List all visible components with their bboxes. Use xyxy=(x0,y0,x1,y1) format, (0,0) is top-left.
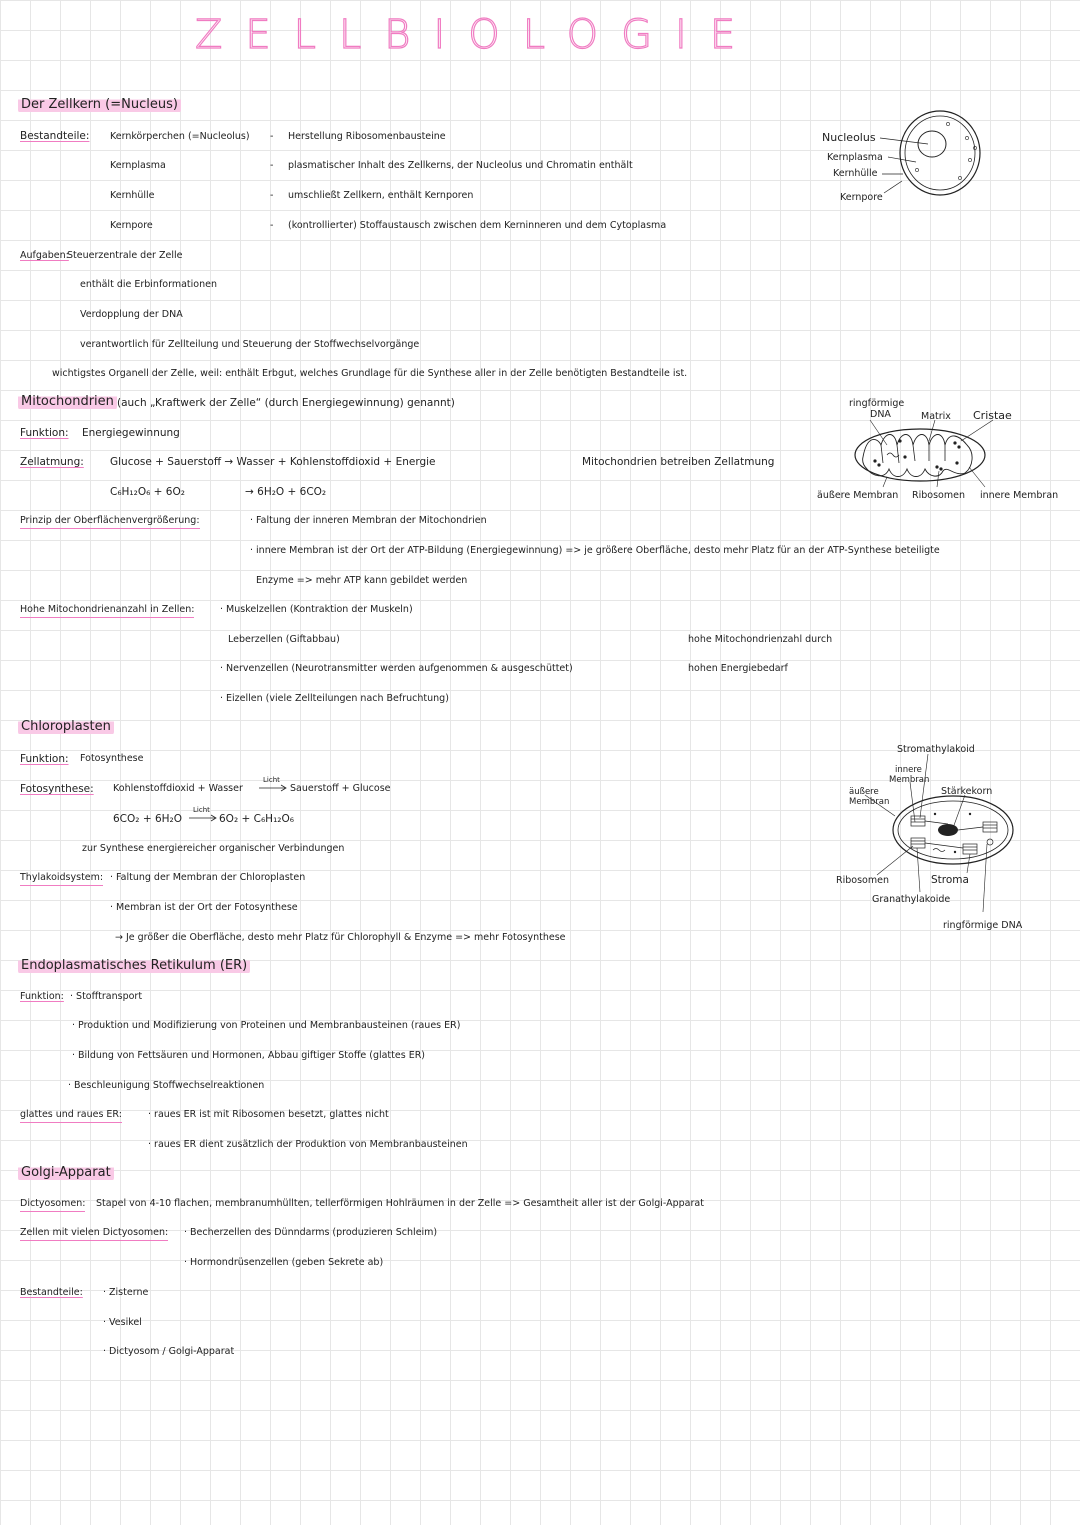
golgi-bestandteil: · Vesikel xyxy=(103,1317,142,1328)
chloro-label-staerkekorn: Stärkekorn xyxy=(941,786,993,797)
diagram-label-kernhuelle: Kernhülle xyxy=(833,168,878,179)
chloroplast-diagram xyxy=(835,740,1070,935)
mitochondrion-diagram xyxy=(815,395,1070,505)
nucleus-inner-membrane xyxy=(905,116,975,190)
mito-prinzip-line: · Faltung der inneren Membran der Mitochondrien xyxy=(250,515,487,526)
chloro-funktion: Fotosynthese xyxy=(80,753,144,764)
mito-label-cristae: Cristae xyxy=(973,409,1012,422)
chloro-eq-words-right: Sauerstoff + Glucose xyxy=(290,783,391,794)
mito-equation-formula-right: → 6H₂O + 6CO₂ xyxy=(245,486,327,498)
mito-hohe-item: · Muskelzellen (Kontraktion der Muskeln) xyxy=(220,604,413,615)
nucleus-item-desc: Herstellung Ribosomenbausteine xyxy=(288,131,446,142)
nucleus-aufgabe: verantwortlich für Zellteilung und Steuerung der Stoffwechselvorgänge xyxy=(80,339,420,350)
nucleus-item-desc: plasmatischer Inhalt des Zellkerns, der Nucleolus und Chromatin enthält xyxy=(288,160,633,171)
chloro-label-inner-membrane: innere xyxy=(895,765,922,775)
golgi-bestandteil: · Zisterne xyxy=(103,1287,149,1298)
dash: - xyxy=(270,190,274,201)
nucleus-item-name: Kernkörperchen (=Nucleolus) xyxy=(110,131,250,142)
nucleus-item-name: Kernhülle xyxy=(110,190,155,201)
mito-equation-words: Glucose + Sauerstoff → Wasser + Kohlenstoffdioxid + Energie xyxy=(110,456,436,468)
nucleus-item-name: Kernpore xyxy=(110,220,153,231)
golgi-zellen-item: · Hormondrüsenzellen (geben Sekrete ab) xyxy=(184,1257,384,1268)
staerkekorn-shape xyxy=(938,824,958,836)
mito-outer-membrane xyxy=(855,429,985,481)
chloro-label-outer-membrane: äußere xyxy=(849,787,879,797)
mito-label-inner-membrane: innere Membran xyxy=(980,490,1059,501)
nucleus-diagram xyxy=(820,108,990,208)
golgi-bestandteile-label: Bestandteile: xyxy=(20,1287,83,1298)
nucleus-aufgabe: Steuerzentrale der Zelle xyxy=(67,250,183,261)
chloro-eq-words-left: Kohlenstoffdioxid + Wasser xyxy=(113,783,243,794)
mito-label-outer-membrane: äußere Membran xyxy=(817,490,899,501)
chloro-heading: Chloroplasten xyxy=(18,719,114,735)
er-glatt-line: · raues ER dient zusätzlich der Produktion von Membranbausteinen xyxy=(148,1139,468,1150)
nucleus-item-name: Kernplasma xyxy=(110,160,166,171)
chloro-label-stroma: Stroma xyxy=(931,874,969,886)
diagram-label-nucleolus: Nucleolus xyxy=(822,131,876,144)
mito-hohe-label: Hohe Mitochondrienanzahl in Zellen: xyxy=(20,603,194,618)
mito-funktion: Energiegewinnung xyxy=(82,427,180,439)
nucleus-bestandteile-label: Bestandteile: xyxy=(20,130,90,142)
diagram-label-kernpore: Kernpore xyxy=(840,192,883,203)
mito-equation-formula-left: C₆H₁₂O₆ + 6O₂ xyxy=(110,486,185,498)
chloro-eq-formula-left: 6CO₂ + 6H₂O xyxy=(113,813,183,825)
chloro-thylakoid-label: Thylakoidsystem: xyxy=(20,871,103,886)
mito-prinzip-label: Prinzip der Oberflächenvergrößerung: xyxy=(20,514,200,529)
nucleus-aufgabe: enthält die Erbinformationen xyxy=(80,279,217,290)
nucleus-item-desc: umschließt Zellkern, enthält Kernporen xyxy=(288,190,474,201)
er-glatt-label: glattes und raues ER: xyxy=(20,1108,122,1123)
mito-hohe-note: hohe Mitochondrienzahl durch xyxy=(688,634,833,645)
er-item: · Produktion und Modifizierung von Proteinen und Membranbausteinen (raues ER) xyxy=(72,1020,461,1031)
mito-label-ring-dna: DNA xyxy=(870,409,891,420)
chloro-funktion-label: Funktion: xyxy=(20,753,69,765)
mito-heading-note: (auch „Kraftwerk der Zelle“ (durch Energiegewinnung) genannt) xyxy=(117,397,455,409)
mito-label-ribosomen: Ribosomen xyxy=(912,490,965,501)
golgi-zellen-label: Zellen mit vielen Dictyosomen: xyxy=(20,1226,168,1241)
light-arrow xyxy=(258,776,288,796)
mito-prinzip-line: · innere Membran ist der Ort der ATP-Bildung (Energiegewinnung) => je größere Oberfläche, desto mehr Platz für an der ATP-Synthese beteiligte xyxy=(250,545,940,556)
mito-hohe-item: Leberzellen (Giftabbau) xyxy=(228,634,340,645)
mito-note: Mitochondrien betreiben Zellatmung xyxy=(582,456,775,468)
chloro-synthese: zur Synthese energiereicher organischer Verbindungen xyxy=(82,843,345,854)
chloro-thylakoid-line: → Je größer die Oberfläche, desto mehr Platz für Chlorophyll & Enzyme => mehr Fotosynthese xyxy=(115,932,566,943)
chloro-fotosynthese-label: Fotosynthese: xyxy=(20,783,94,795)
mito-prinzip-line: Enzyme => mehr ATP kann gebildet werden xyxy=(256,575,468,586)
chloro-label-inner-membrane: Membran xyxy=(889,775,930,785)
dash: - xyxy=(270,131,274,142)
diagram-label-kernplasma: Kernplasma xyxy=(827,152,883,163)
er-item: · Beschleunigung Stoffwechselreaktionen xyxy=(68,1080,265,1091)
golgi-zellen-item: · Becherzellen des Dünndarms (produzieren Schleim) xyxy=(184,1227,438,1238)
golgi-dicty-label: Dictyosomen: xyxy=(20,1197,85,1212)
mito-label-matrix: Matrix xyxy=(921,411,951,422)
chloro-thylakoid-line: · Faltung der Membran der Chloroplasten xyxy=(110,872,306,883)
mito-inner-membrane xyxy=(863,435,972,477)
chloro-label-outer-membrane: Membran xyxy=(849,797,890,807)
chloro-eq-formula-right: 6O₂ + C₆H₁₂O₆ xyxy=(219,813,294,825)
nucleus-heading: Der Zellkern (=Nucleus) xyxy=(18,97,181,113)
nucleus-outer-membrane xyxy=(900,111,980,195)
golgi-bestandteil: · Dictyosom / Golgi-Apparat xyxy=(103,1346,235,1357)
chloro-label-ring-dna: ringförmige DNA xyxy=(943,920,1023,931)
page-title: ZELLBIOLOGIE xyxy=(195,12,759,58)
er-funktion: · Stofftransport xyxy=(70,991,143,1002)
chloro-label-ribosomen: Ribosomen xyxy=(836,875,889,886)
chloro-label-granathylakoide: Granathylakoide xyxy=(872,894,951,905)
nucleolus-shape xyxy=(918,131,946,157)
nucleus-aufgabe: Verdopplung der DNA xyxy=(80,309,183,320)
golgi-heading: Golgi-Apparat xyxy=(18,1165,114,1181)
er-heading: Endoplasmatisches Retikulum (ER) xyxy=(18,958,250,974)
er-glatt-line: · raues ER ist mit Ribosomen besetzt, glattes nicht xyxy=(148,1109,389,1120)
mito-hohe-note: hohen Energiebedarf xyxy=(688,663,788,674)
mito-heading: Mitochondrien xyxy=(18,394,117,410)
dash: - xyxy=(270,220,274,231)
light-arrow xyxy=(188,806,218,826)
grana-stacks xyxy=(911,816,997,854)
mito-hohe-item: · Eizellen (viele Zellteilungen nach Befruchtung) xyxy=(220,693,449,704)
nucleus-aufgaben-label: Aufgaben: xyxy=(20,250,69,261)
nucleus-item-desc: (kontrollierter) Stoffaustausch zwischen dem Kerninneren und dem Cytoplasma xyxy=(288,220,667,231)
light-label: Licht xyxy=(263,776,280,784)
chloro-label-stromathylakoid: Stromathylakoid xyxy=(897,744,975,755)
chloro-thylakoid-line: · Membran ist der Ort der Fotosynthese xyxy=(110,902,298,913)
er-item: · Bildung von Fettsäuren und Hormonen, Abbau giftiger Stoffe (glattes ER) xyxy=(72,1050,426,1061)
dash: - xyxy=(270,160,274,171)
mito-label-ring-dna: ringförmige xyxy=(849,398,905,409)
mito-hohe-item: · Nervenzellen (Neurotransmitter werden aufgenommen & ausgeschüttet) xyxy=(220,663,573,674)
mito-zellatmung-label: Zellatmung: xyxy=(20,456,84,468)
mito-funktion-label: Funktion: xyxy=(20,427,69,439)
light-label: Licht xyxy=(193,806,210,814)
nucleus-summary: wichtigstes Organell der Zelle, weil: enthält Erbgut, welches Grundlage für die Synthese aller in der Zelle benötigten Bestandteile ist. xyxy=(52,368,688,379)
er-funktion-label: Funktion: xyxy=(20,991,64,1002)
golgi-dicty: Stapel von 4-10 flachen, membranumhüllten, tellerförmigen Hohlräumen in der Zelle => Gesamtheit aller ist der Golgi-Apparat xyxy=(96,1198,704,1209)
